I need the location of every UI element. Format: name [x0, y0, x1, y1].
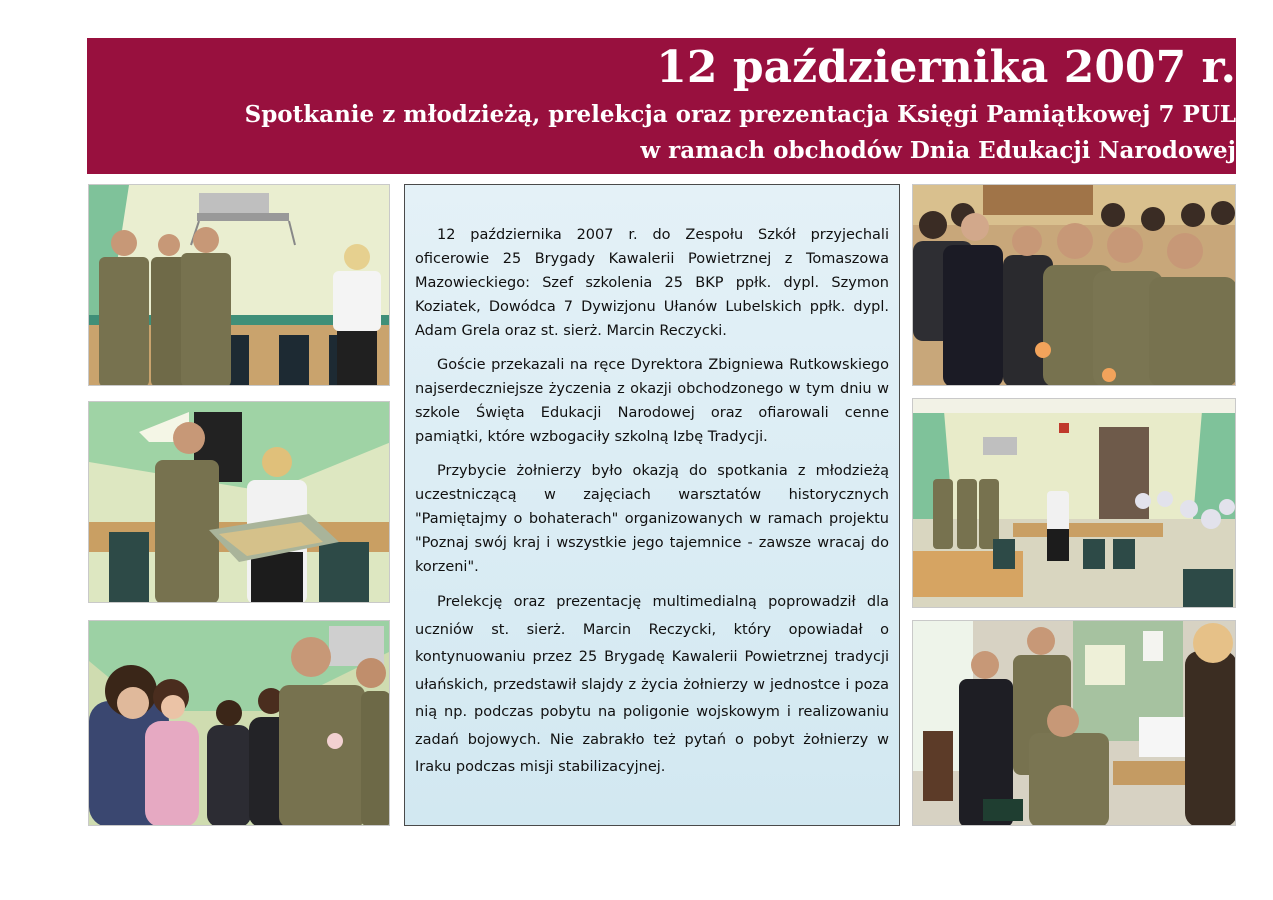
photo-students-with-officer	[88, 620, 390, 826]
article-paragraph-4: Prelekcję oraz prezentację multimedialną poprowadził dla uczniów st. sierż. Marcin Reczycki, który opowiadał o kontynuowaniu przez 25 Brygadę Kawalerii Powietrznej tradycji ułańskich, przedstawił slajdy z życia żołnierzy w jednostce i poza nią np. podczas pobytu na poligonie wojskowym i realizowaniu zadań bojowych. Nie zabrakło też pytań o pobyt żołnierzy w Iraku podczas misji stabilizacyjnej.	[415, 594, 889, 775]
photo-officers-with-director	[88, 184, 390, 386]
photo-gift-presentation	[88, 401, 390, 603]
page-subtitle-line1: Spotkanie z młodzieżą, prelekcja oraz prezentacja Księgi Pamiątkowej 7 PUL	[244, 101, 1236, 128]
article-paragraph-3: Przybycie żołnierzy było okazją do spotkania z młodzieżą uczestniczącą w zajęciach warsztatów historycznych "Pamiętajmy o bohaterach" organizowanych w ramach projektu "Poznaj swój kraj i wszystkie jego tajemnice - zawsze wracaj do korzeni".	[415, 463, 889, 575]
photo-audience-seated	[912, 184, 1236, 386]
header-banner	[87, 38, 1236, 174]
page-title: 12 października 2007 r.	[656, 42, 1236, 93]
article-paragraph-2: Goście przekazali na ręce Dyrektora Zbigniewa Rutkowskiego najserdeczniejsze życzenia z okazji obchodzonego w tym dniu w szkole Święta Edukacji Narodowej oraz ofiarowali cenne pamiątki, które wzbogaciły szkolną Izbę Tradycji.	[415, 357, 889, 445]
article-text-panel	[404, 184, 900, 826]
photo-classroom-overview	[912, 398, 1236, 608]
article-paragraph-1: 12 października 2007 r. do Zespołu Szkół przyjechali oficerowie 25 Brygady Kawalerii Powietrznej z Tomaszowa Mazowieckiego: Szef szkolenia 25 BKP ppłk. dypl. Szymon Koziatek, Dowódca 7 Dywizjonu Ułanów Lubelskich ppłk. dypl. Adam Grela oraz st. sierż. Marcin Reczycki.	[415, 227, 889, 339]
photo-tradition-room	[912, 620, 1236, 826]
page-subtitle-line2: w ramach obchodów Dnia Edukacji Narodowej	[640, 137, 1236, 164]
